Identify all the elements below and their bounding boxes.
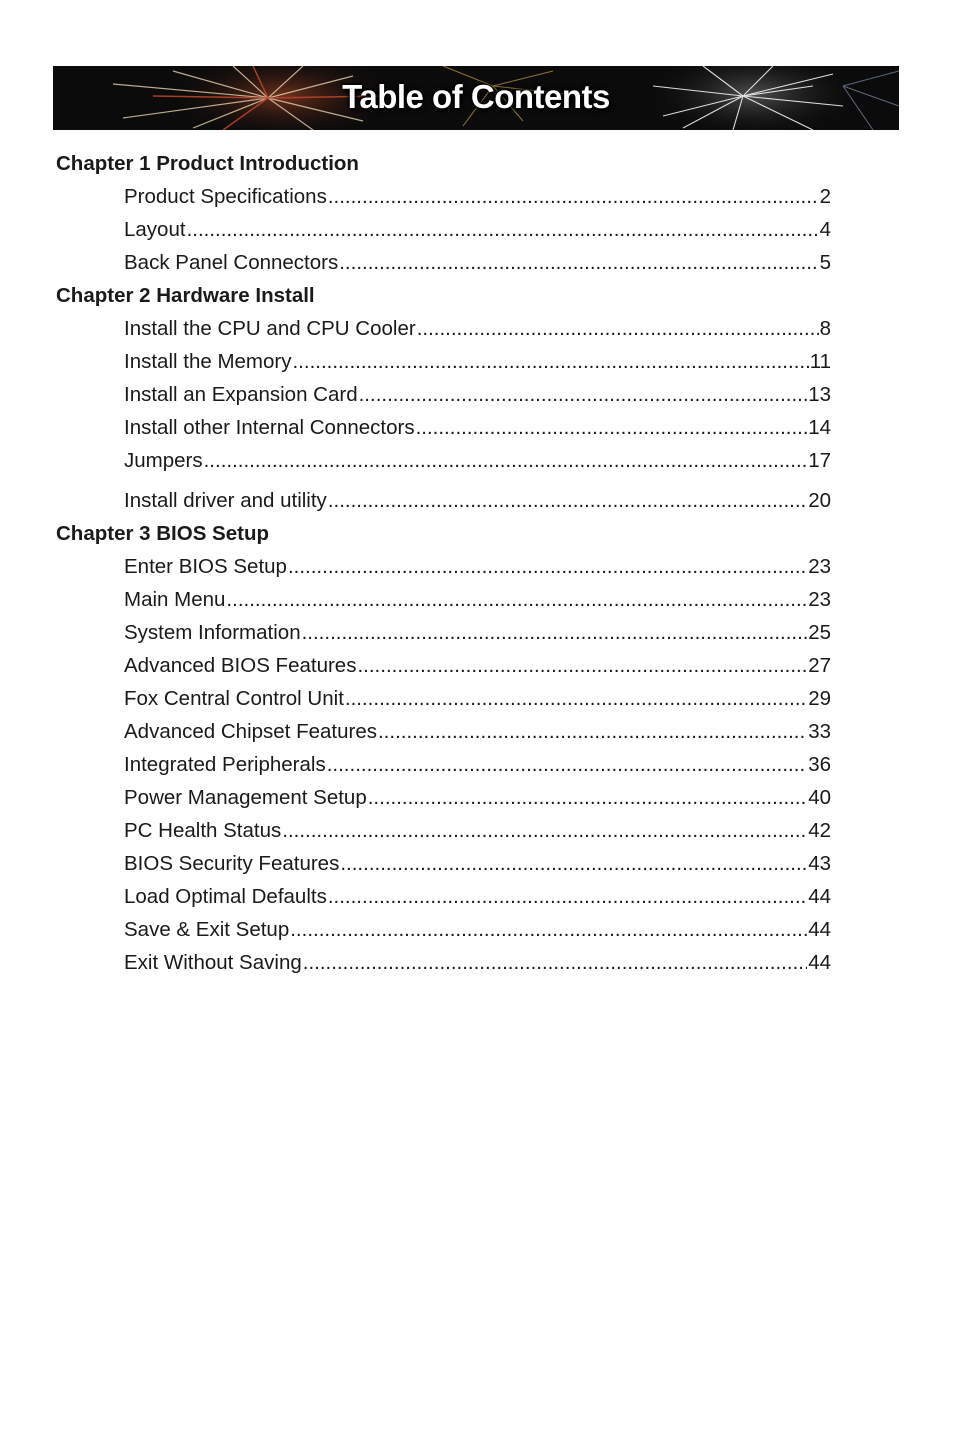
dot-leader [288,552,807,582]
entry-title: Save & Exit Setup [124,918,290,941]
entry-title: BIOS Security Features [124,852,340,875]
entry-title: Install the Memory [124,350,292,373]
dot-leader [328,182,819,212]
entry-title: Fox Central Control Unit [124,687,344,710]
entry-page: 11 [809,350,831,373]
entry-page: 2 [819,185,831,208]
entry-title: System Information [124,621,301,644]
dot-leader [416,413,808,443]
toc-entry[interactable] [124,849,831,879]
entry-title: Install driver and utility [124,489,327,512]
dot-leader [328,882,807,912]
dot-leader [204,446,808,476]
dot-leader [290,915,807,945]
dot-leader [339,248,818,278]
entry-page: 25 [808,621,831,644]
toc-entry[interactable] [124,948,831,978]
toc-entry[interactable] [124,314,831,344]
entry-title: Advanced Chipset Features [124,720,377,743]
toc-entry[interactable] [124,486,831,516]
dot-leader [226,585,807,615]
entry-title: Integrated Peripherals [124,753,326,776]
dot-leader [357,651,807,681]
toc-entry[interactable] [124,651,831,681]
entry-page: 13 [808,383,831,406]
entry-title: Exit Without Saving [124,951,302,974]
toc-entry[interactable] [124,783,831,813]
toc-entry[interactable] [124,684,831,714]
entry-page: 20 [808,489,831,512]
entry-page: 8 [819,317,831,340]
entry-title: PC Health Status [124,819,282,842]
entry-page: 14 [808,416,831,439]
entry-page: 4 [819,218,831,241]
entry-title: Install the CPU and CPU Cooler [124,317,416,340]
entry-page: 23 [808,555,831,578]
entry-title: Advanced BIOS Features [124,654,357,677]
entry-page: 42 [808,819,831,842]
page-title: Table of Contents [342,78,610,115]
toc-entry[interactable] [124,347,831,377]
dot-leader [302,618,808,648]
entry-title: Layout [124,218,186,241]
toc-entry[interactable] [124,816,831,846]
dot-leader [292,347,808,377]
entry-title: Install an Expansion Card [124,383,358,406]
entry-page: 5 [819,251,831,274]
dot-leader [328,486,807,516]
entry-page: 43 [808,852,831,875]
entry-page: 17 [808,449,831,472]
dot-leader [303,948,807,978]
entry-title: Load Optimal Defaults [124,885,327,908]
dot-leader [359,380,808,410]
toc-entry[interactable] [124,882,831,912]
chapter-heading: Chapter 3 BIOS Setup [56,522,270,545]
toc-entry[interactable] [124,182,831,212]
entry-page: 44 [808,885,831,908]
dot-leader [282,816,807,846]
header-banner [53,66,899,130]
entry-title: Install other Internal Connectors [124,416,415,439]
dot-leader [187,215,819,245]
entry-title: Enter BIOS Setup [124,555,287,578]
entry-title: Product Specifications [124,185,327,208]
chapter-heading: Chapter 1 Product Introduction [56,152,359,175]
entry-page: 44 [808,918,831,941]
chapter-heading: Chapter 2 Hardware Install [56,284,315,307]
entry-title: Main Menu [124,588,226,611]
toc-entry[interactable] [124,248,831,278]
entry-page: 33 [808,720,831,743]
toc-entry[interactable] [124,717,831,747]
toc-entry[interactable] [124,618,831,648]
entry-title: Back Panel Connectors [124,251,339,274]
dot-leader [327,750,807,780]
toc-entry[interactable] [124,215,831,245]
dot-leader [378,717,807,747]
entry-page: 23 [808,588,831,611]
toc-entry[interactable] [124,750,831,780]
entry-title: Power Management Setup [124,786,367,809]
toc-entry[interactable] [124,446,831,476]
toc-entry[interactable] [124,585,831,615]
toc-entry[interactable] [124,915,831,945]
entry-page: 40 [808,786,831,809]
dot-leader [417,314,819,344]
entry-page: 44 [808,951,831,974]
toc-entry[interactable] [124,380,831,410]
entry-title: Jumpers [124,449,203,472]
entry-page: 27 [808,654,831,677]
toc-entry[interactable] [124,552,831,582]
dot-leader [368,783,807,813]
dot-leader [345,684,807,714]
dot-leader [340,849,807,879]
toc-entry[interactable] [124,413,831,443]
entry-page: 36 [808,753,831,776]
entry-page: 29 [808,687,831,710]
